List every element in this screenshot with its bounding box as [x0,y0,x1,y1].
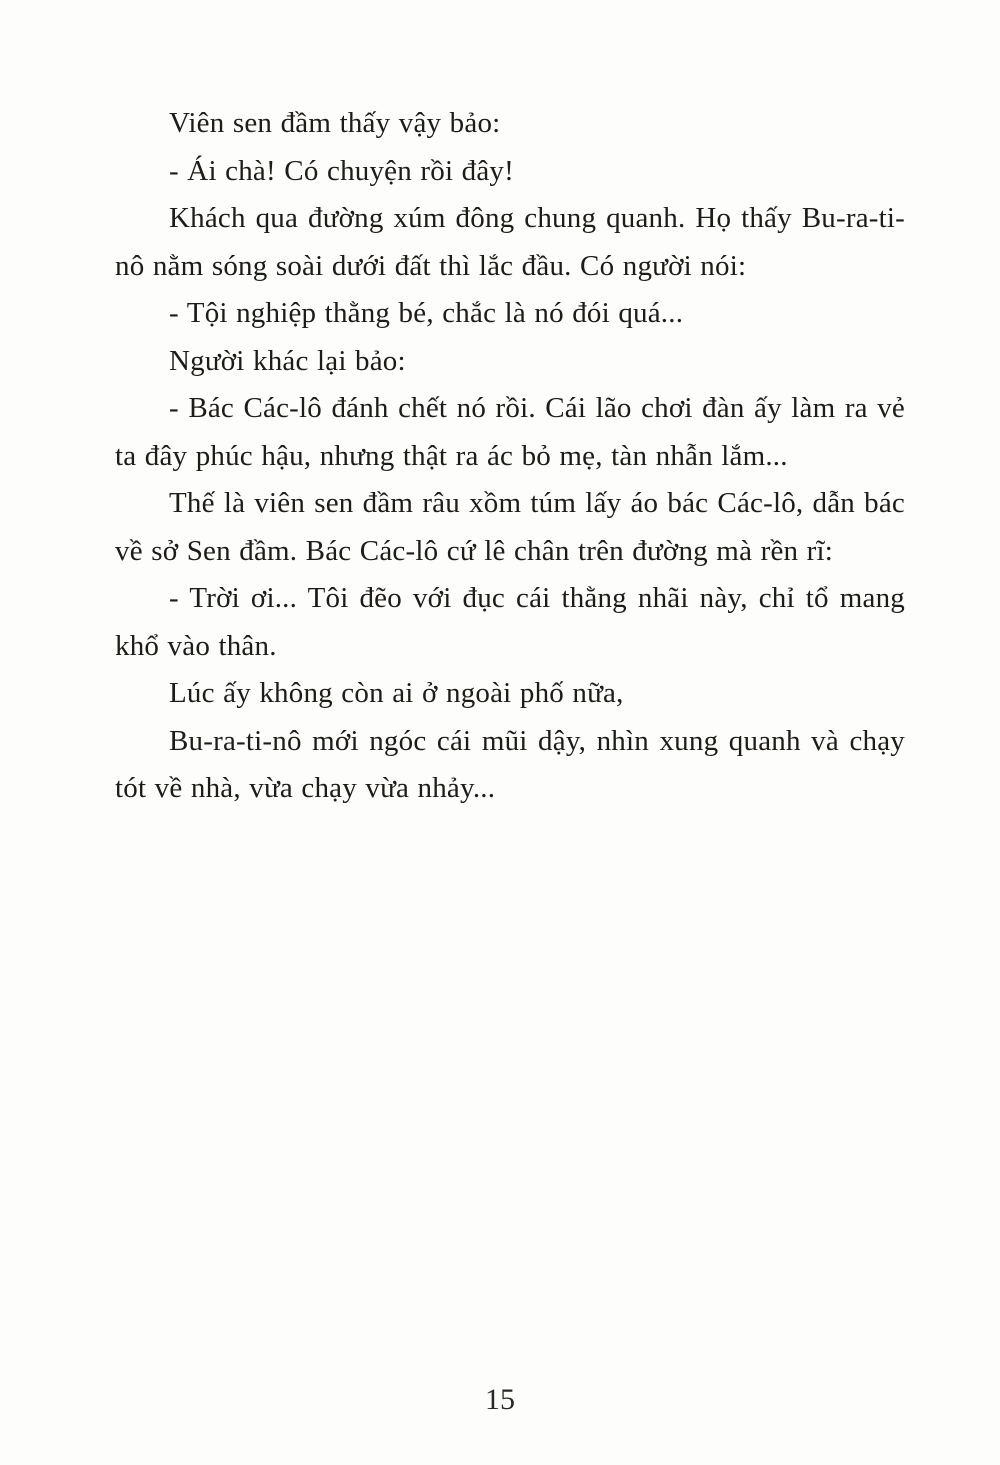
paragraph: - Tội nghiệp thằng bé, chắc là nó đói quá... [169,297,684,329]
body-text [115,100,905,813]
paragraph: Lúc ấy không còn ai ở ngoài phố nữa, [169,677,624,709]
paragraph: - Bác Các-lô đánh chết nó rồi. Cái lão chơi đàn ấy làm ra vẻ ta đây phúc hậu, nhưng thật ra ác bỏ mẹ, tàn nhẫn lắm... [115,392,905,472]
paragraph: - Ái chà! Có chuyện rồi đây! [169,154,514,187]
paragraph: Viên sen đầm thấy vậy bảo: [169,107,501,139]
paragraph: Bu-ra-ti-nô mới ngóc cái mũi dậy, nhìn xung quanh và chạy tót về nhà, vừa chạy vừa nhảy... [115,724,905,804]
page-number: 15 [485,1383,515,1416]
paragraph: Khách qua đường xúm đông chung quanh. Họ thấy Bu-ra-ti-nô nằm sóng soài dưới đất thì lắc đầu. Có người nói: [115,202,905,282]
paragraph: - Trời ơi... Tôi đẽo với đục cái thằng nhãi này, chỉ tổ mang khổ vào thân. [115,582,905,662]
paragraph: Thế là viên sen đầm râu xồm túm lấy áo bác Các-lô, dẫn bác về sở Sen đầm. Bác Các-lô cứ lê chân trên đường mà rền rĩ: [115,487,905,567]
paragraph: Người khác lại bảo: [169,344,406,377]
